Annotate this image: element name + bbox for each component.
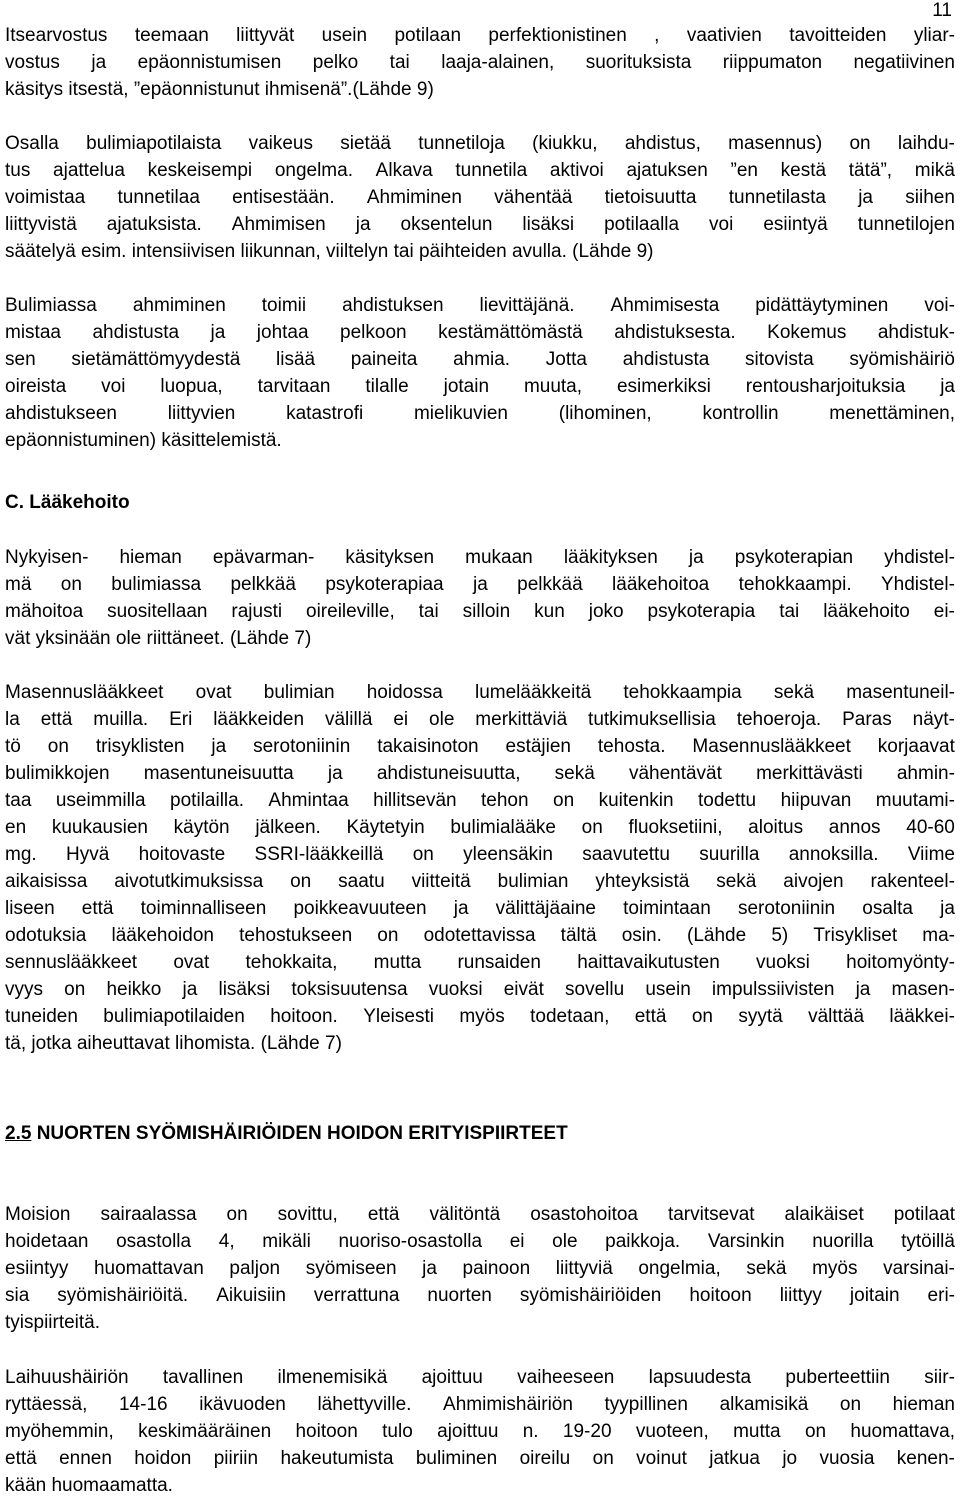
text-line: odotuksia lääkehoidon tehostukseen on odotettavissa tältä osin. (Lähde 5) Trisykliset ma- <box>5 925 955 946</box>
paragraph-anxiety-relief <box>5 292 955 454</box>
text-line: hoidetaan osastolla 4, mikäli nuoriso-osastolla ei ole paikkoja. Varsinkin nuorilla tytöillä <box>5 1231 955 1252</box>
section-heading-medication: C. Lääkehoito <box>5 492 130 513</box>
paragraph-emotion-regulation <box>5 130 955 265</box>
text-line: Osalla bulimiapotilaista vaikeus sietää tunnetiloja (kiukku, ahdistus, masennus) on laihdu- <box>5 133 955 154</box>
paragraph-combined-treatment <box>5 544 955 652</box>
text-line: kään huomaamatta. <box>5 1475 173 1496</box>
text-line: liseen että toiminnalliseen poikkeavuuteen ja välittäjäaine toimintaan serotoniinin osalta ja <box>5 898 955 919</box>
text-line: sennuslääkkeet ovat tehokkaita, mutta runsaiden haittavaikutusten vuoksi hoitomyönty- <box>5 952 955 973</box>
text-line: tyispiirteitä. <box>5 1312 101 1333</box>
text-line: Itsearvostus teemaan liittyvät usein potilaan perfektionistinen , vaativien tavoitteiden yliar- <box>5 25 955 46</box>
text-line: oireista voi luopua, tarvitaan tilalle jotain muuta, esimerkiksi rentousharjoituksia ja <box>5 376 955 397</box>
text-line: myöhemmin, keskimääräinen hoitoon tulo ajoittuu n. 19-20 vuoteen, mutta on huomattava, <box>5 1421 955 1442</box>
text-line: sia syömishäiriöitä. Aikuisiin verrattuna nuorten syömishäiriöiden hoitoon liittyy joitain eri- <box>5 1285 955 1306</box>
text-line: mä on bulimiassa pelkkää psykoterapiaa ja pelkkää lääkehoitoa tehokkaampi. Yhdistel- <box>5 574 955 595</box>
text-line: mistaa ahdistusta ja johtaa pelkoon kestämättömästä ahdistuksesta. Kokemus ahdistuk- <box>5 322 955 343</box>
text-line: en kuukausien käytön jälkeen. Käytetyin bulimialääke on fluoksetiini, aloitus annos 40-60 <box>5 817 955 838</box>
section-heading-youth-treatment <box>5 1120 568 1147</box>
text-line: vostus ja epäonnistumisen pelko tai laaja-alainen, suorituksista riippumaton negatiivinen <box>5 52 955 73</box>
text-line: esiintyy huomattavan paljon syömiseen ja painoon liittyviä ongelmia, sekä myös varsinai- <box>5 1258 955 1279</box>
text-line: vyys on heikko ja lisäksi toksisuutensa vuoksi eivät sovellu usein impulssiivisten ja masen- <box>5 979 955 1000</box>
text-line: Bulimiassa ahmiminen toimii ahdistuksen lievittäjänä. Ahmimisesta pidättäytyminen voi- <box>5 295 955 316</box>
text-line: Masennuslääkkeet ovat bulimian hoidossa lumelääkkeitä tehokkaampia sekä masentuneil- <box>5 682 955 703</box>
text-line: tus ajattelua keskeisempi ongelma. Alkava tunnetila aktivoi ajatuksen ”en kestä tätä”, mikä <box>5 160 955 181</box>
text-line: taa useimmilla potilailla. Ahmintaa hillitsevän tehon on kuitenkin todettu hiipuvan muutami- <box>5 790 955 811</box>
text-line: Laihuushäiriön tavallinen ilmenemisikä ajoittuu vaiheeseen lapsuudesta puberteettiin siir- <box>5 1367 955 1388</box>
section-number: 2.5 <box>5 1123 32 1144</box>
text-line: mg. Hyvä hoitovaste SSRI-lääkkeillä on yleensäkin saavutettu suurilla annoksilla. Viime <box>5 844 955 865</box>
text-line: Nykyisen- hieman epävarman- käsityksen mukaan lääkityksen ja psykoterapian yhdistel- <box>5 547 955 568</box>
text-line: Moision sairaalassa on sovittu, että välitöntä osastohoitoa tarvitsevat alaikäiset potilaat <box>5 1204 955 1225</box>
text-line: tuneiden bulimiapotilaiden hoitoon. Yleisesti myös todetaan, että on syytä välttää lääkkei- <box>5 1006 955 1027</box>
paragraph-self-evaluation <box>5 22 955 103</box>
text-line: tö on trisyklisten ja serotoniinin takaisinoton estäjien tehosta. Masennuslääkkeet korjaavat <box>5 736 955 757</box>
text-line: säätelyä esim. intensiivisen liikunnan, viiltelyn tai päihteiden avulla. (Lähde 9) <box>5 241 654 262</box>
paragraph-antidepressants <box>5 679 955 1057</box>
text-line: la että muilla. Eri lääkkeiden välillä ei ole merkittäviä tutkimuksellisia tehoeroja. Paras näyt- <box>5 709 955 730</box>
text-line: että ennen hoidon piiriin hakeutumista buliminen oireilu on voinut jatkua jo vuosia kenen- <box>5 1448 955 1469</box>
page-number: 11 <box>932 0 952 21</box>
paragraph-onset-age <box>5 1364 955 1499</box>
section-title: NUORTEN SYÖMISHÄIRIÖIDEN HOIDON ERITYISPIIRTEET <box>31 1123 568 1144</box>
text-line: epäonnistuminen) käsittelemistä. <box>5 430 282 451</box>
text-line: tä, jotka aiheuttavat lihomista. (Lähde 7) <box>5 1033 342 1054</box>
text-line: bulimikkojen masentuneisuutta ja ahdistuneisuutta, sekä vähentävät merkittävästi ahmin- <box>5 763 955 784</box>
text-line: ahdistukseen liittyvien katastrofi mielikuvien (lihominen, kontrollin menettäminen, <box>5 403 955 424</box>
text-line: aikaisissa aivotutkimuksissa on saatu viitteitä bulimian yhteyksistä sekä aivojen rakenteel- <box>5 871 955 892</box>
text-line: sen sietämättömyydestä lisää paineita ahmia. Jotta ahdistusta sitovista syömishäiriö <box>5 349 955 370</box>
text-line: liittyvistä ajatuksista. Ahmimisen ja oksentelun lisäksi potilaalla voi esiintyä tunnetilojen <box>5 214 955 235</box>
paragraph-youth-ward <box>5 1201 955 1336</box>
text-line: mähoitoa suositellaan rajusti oireileville, tai silloin kun joko psykoterapia tai lääkehoito ei- <box>5 601 955 622</box>
text-line: käsitys itsestä, ”epäonnistunut ihmisenä”.(Lähde 9) <box>5 79 434 100</box>
text-line: ryttäessä, 14-16 ikävuoden lähettyville. Ahmimishäiriön tyypillinen alkamisikä on hieman <box>5 1394 955 1415</box>
text-line: voimistaa tunnetilaa entisestään. Ahmiminen vähentää tietoisuutta tunnetilasta ja siihen <box>5 187 955 208</box>
text-line: vät yksinään ole riittäneet. (Lähde 7) <box>5 628 312 649</box>
